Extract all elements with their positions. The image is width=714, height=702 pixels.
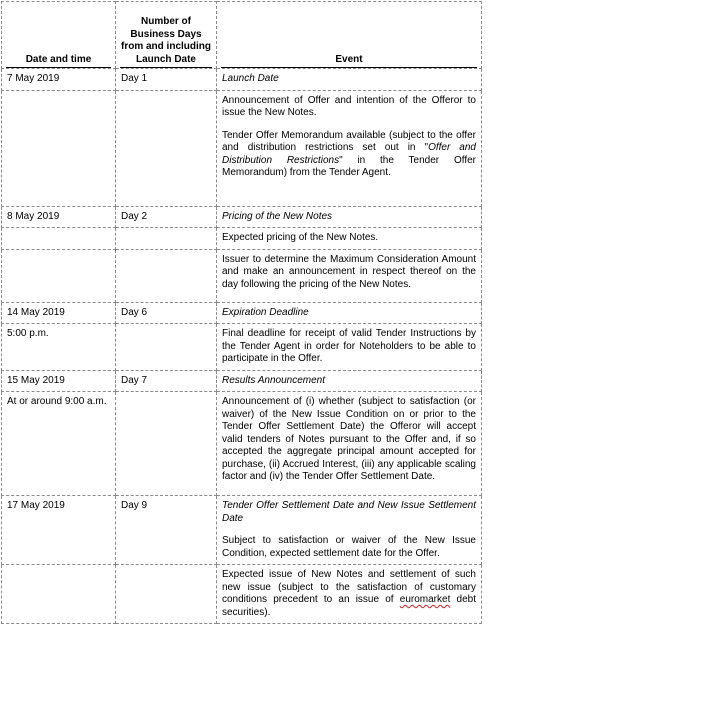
day-cell: Day 9	[121, 500, 148, 511]
date-cell	[2, 250, 115, 258]
event-cell: Expected pricing of the New Notes.	[222, 232, 379, 243]
date-cell: 17 May 2019	[7, 500, 65, 511]
time-cell: At or around 9:00 a.m.	[7, 396, 107, 407]
event-cell: Launch Date	[222, 73, 279, 84]
table-row	[2, 90, 482, 206]
date-cell	[2, 565, 115, 573]
expected-timetable	[1, 1, 482, 624]
event-cell: Issuer to determine the Maximum Consideration Amount and make an announcement in respect thereof on the day following the pricing of the New Notes.	[222, 253, 476, 290]
event-paragraph: Announcement of Offer and intention of the Offeror to issue the New Notes.	[222, 94, 476, 118]
day-cell	[116, 392, 216, 400]
table-row	[2, 565, 482, 624]
table-row	[2, 324, 482, 371]
day-cell	[116, 250, 216, 258]
day-cell	[116, 324, 216, 332]
event-cell: Results Announcement	[222, 374, 326, 386]
event-cell: Announcement of (i) whether (subject to satisfaction (or waiver) of the New Issue Condition on or prior to the Tender Offer Settlement Date) the Offeror will accept valid tenders of Notes pursuant to the Offer and, if so accepted the aggregate principal amount accepted for purchase, (ii) Accrued Interest, (iii) any applicable scaling factor and (iv) the Tender Offer Settlement Date.	[222, 396, 476, 482]
table-row	[2, 249, 482, 302]
table-row	[2, 392, 482, 496]
day-cell	[116, 228, 216, 236]
day-cell	[116, 565, 216, 573]
event-cell: Expected issue of New Notes and settlement of such new issue (subject to the satisfaction of customary conditions precedent to an issue of euromarket debt securities).	[222, 569, 476, 618]
event-paragraph: Subject to satisfaction or waiver of the New Issue Condition, expected settlement date for the Offer.	[222, 535, 476, 559]
time-cell: 5:00 p.m.	[7, 328, 49, 339]
spellcheck-flagged-word: euromarket	[399, 594, 451, 605]
table-row	[2, 206, 482, 228]
date-cell	[2, 91, 115, 99]
day-cell	[116, 91, 216, 99]
event-cell: Pricing of the New Notes	[222, 210, 333, 222]
header-business-days: Number of Business Days from and including Launch Date	[116, 2, 217, 69]
date-cell: 7 May 2019	[7, 73, 60, 84]
header-event: Event	[217, 2, 482, 69]
day-cell: Day 1	[121, 73, 148, 84]
event-cell: Expiration Deadline	[222, 306, 309, 318]
day-cell: Day 6	[121, 306, 148, 318]
event-title: Tender Offer Settlement Date and New Issue Settlement Date	[222, 500, 476, 524]
event-cell	[217, 496, 481, 564]
table-row	[2, 370, 482, 392]
date-cell	[2, 228, 115, 236]
table-row	[2, 496, 482, 565]
event-cell: Final deadline for receipt of valid Tender Instructions by the Tender Agent in order for Noteholders to be able to participate in the Offer.	[222, 328, 476, 364]
header-date-time: Date and time	[2, 2, 116, 69]
event-cell	[217, 91, 481, 184]
table-row	[2, 302, 482, 324]
date-cell: 8 May 2019	[7, 210, 60, 222]
table-row	[2, 228, 482, 250]
date-cell: 15 May 2019	[7, 374, 65, 386]
table-row	[2, 69, 482, 91]
event-paragraph: Tender Offer Memorandum available (subject to the offer and distribution restrictions set out in "Offer and Distribution Restrictions" in the Tender Offer Memorandum) from the Tender Agent.	[222, 129, 476, 178]
table-header-row	[2, 2, 482, 69]
day-cell: Day 7	[121, 374, 148, 386]
day-cell: Day 2	[121, 210, 148, 222]
date-cell: 14 May 2019	[7, 306, 65, 318]
